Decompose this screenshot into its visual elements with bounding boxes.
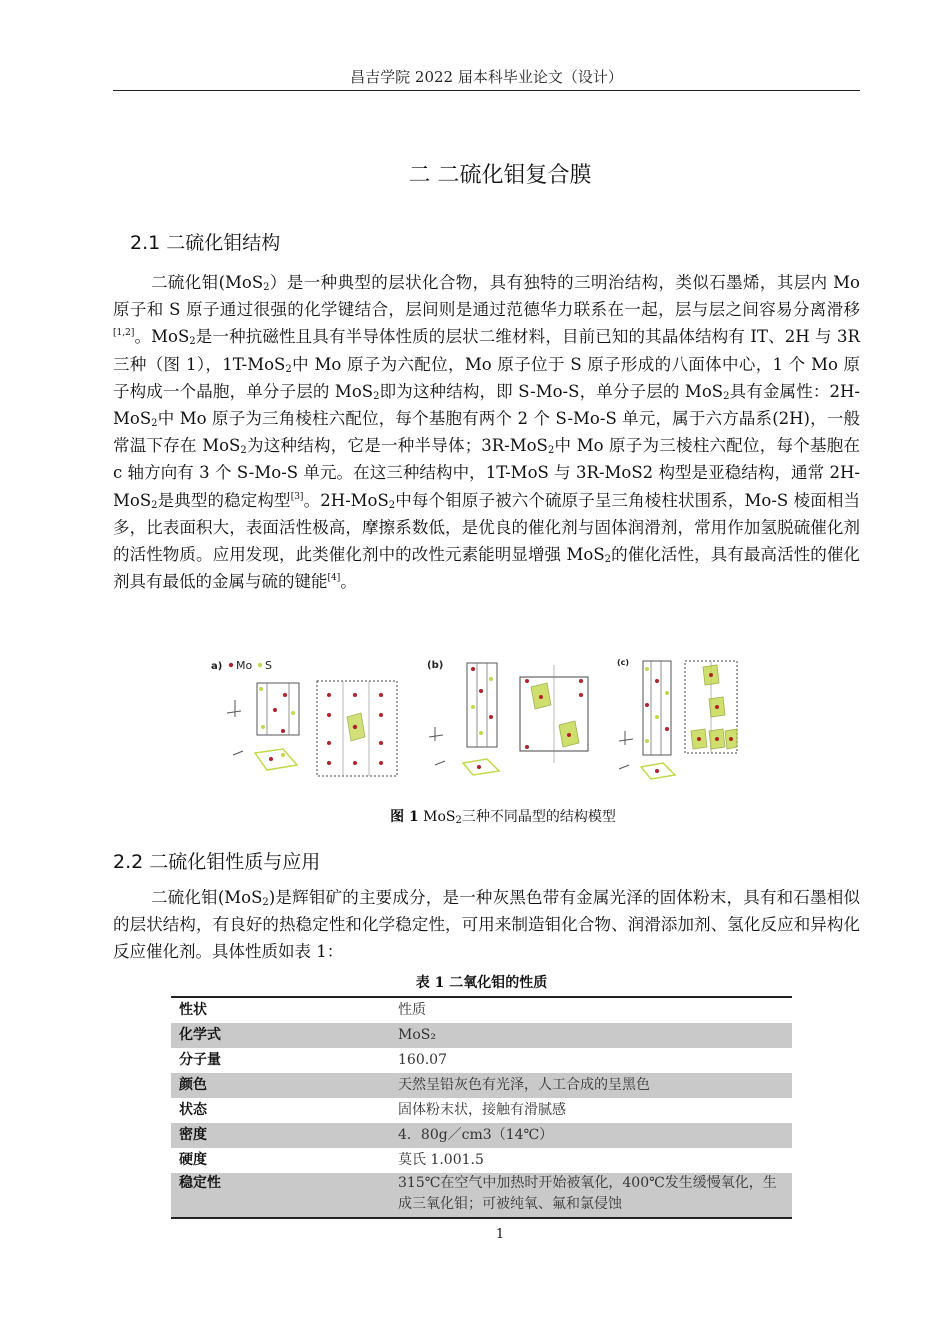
chapter-title: 二 二硫化钼复合膜	[408, 163, 592, 188]
table-row	[171, 1148, 792, 1173]
section-title-2-2: 2.2 二硫化钼性质与应用	[113, 851, 321, 873]
property-value: 天然呈铅灰色有光泽，人工合成的呈黑色	[390, 1073, 792, 1098]
property-name: 密度	[171, 1123, 390, 1148]
property-value: 315℃在空气中加热时开始被氧化，400℃发生缓慢氧化，生成三氧化钼；可被纯氧、氟和氯侵蚀	[390, 1173, 792, 1218]
property-value: 160.07	[398, 1052, 447, 1068]
panel-b-label: (b)	[427, 660, 444, 671]
table-row	[171, 997, 792, 1023]
legend-s-dot	[258, 663, 262, 667]
panel-a-label: a)	[211, 661, 223, 672]
property-value: 固体粉末状，接触有滑腻感	[398, 1102, 566, 1118]
property-value: 4．80g／cm3（14℃）	[390, 1123, 792, 1148]
property-name: 状态	[179, 1102, 207, 1118]
property-name: 分子量	[179, 1052, 221, 1068]
table-row	[171, 1098, 792, 1123]
property-name: 颜色	[171, 1073, 390, 1098]
header-rule	[113, 90, 860, 91]
property-value: 性质	[390, 997, 792, 1023]
citation: [1,2]	[113, 328, 135, 339]
property-name: 稳定性	[171, 1173, 390, 1218]
property-value: 莫氏 1.001.5	[398, 1152, 484, 1168]
figure-caption: 图 1 MoS$_2$三种不同晶型的结构模型	[390, 809, 616, 826]
section-2-2-paragraph: 二硫化钼(MoS$_2$)是辉钼矿的主要成分，是一种灰黑色带有金属光泽的固体粉末，具有和石墨相似的层状结构，有良好的热稳定性和化学稳定性，可用来制造钼化合物、润滑添加剂、氢化反应和异构化反应催化剂。具体性质如表 1：	[113, 888, 860, 962]
panel-c-label: (c)	[617, 658, 630, 667]
base-plane	[255, 749, 297, 770]
property-name: 性状	[171, 997, 390, 1023]
page-number: 1	[495, 1227, 505, 1242]
citation: [3]	[290, 491, 304, 502]
running-header: 昌吉学院 2022 届本科毕业论文（设计）	[350, 68, 623, 86]
table-row	[171, 1023, 792, 1048]
table-row	[171, 1123, 792, 1148]
panel-b	[427, 660, 588, 775]
figure-crystal-structures	[205, 655, 750, 783]
property-value: MoS₂	[390, 1023, 792, 1048]
legend-s-label: S	[265, 659, 272, 672]
panel-c	[617, 658, 737, 779]
properties-table	[171, 996, 792, 1219]
citation: [4]	[327, 573, 341, 584]
property-name: 化学式	[171, 1023, 390, 1048]
section-2-1-paragraph: 二硫化钼(MoS$_2$）是一种典型的层状化合物，具有独特的三明治结构，类似石墨烯，其层内 Mo 原子和 S 原子通过很强的化学键结合，层间则是通过范德华力联系在一起，层与层之间容易分离滑移[1,2]。MoS$_2$是一种抗磁性且具有半导体性质的层状二维材料，目前已知的其晶体结构有 IT、2H 与 3R 三种（图 1），1T-MoS$_2$中 Mo 原子为六配位，Mo 原子位于 S 原子形成的八面体中心，1 个 Mo 原子构成一个晶胞，单分子层的 MoS$_2$即为这种结构，即 S-Mo-S，单分子层的 MoS$_2$具有金属性：2H-MoS$_2$中 Mo 原子为三角棱柱六配位，每个基胞有两个 2 个 S-Mo-S 单元，属于六方晶系(2H)，一般常温下存在 MoS$_2$为这种结构，它是一种半导体；3R-MoS$_2$中 Mo 原子为三棱柱六配位，每个基胞在 c 轴方向有 3 个 S-Mo-S 单元。在这三种结构中，1T-MoS 与 3R-MoS2 构型是亚稳结构，通常 2H-MoS$_2$是典型的稳定构型[3]。2H-MoS$_2$中每个钼原子被六个硫原子呈三角棱柱状围系，Mo-S 棱面相当多，比表面积大，表面活性极高，摩擦系数低，是优良的催化剂与固体润滑剂，常用作加氢脱硫催化剂的活性物质。应用发现，此类催化剂中的改性元素能明显增强 MoS$_2$的催化活性，具有最高活性的催化剂具有最低的金属与硫的键能[4]。	[113, 273, 861, 592]
legend-mo-dot	[229, 663, 233, 667]
section-title-2-1: 2.1 二硫化钼结构	[130, 232, 281, 254]
legend-mo-label: Mo	[236, 659, 253, 672]
table-caption: 表 1 二氧化钼的性质	[415, 975, 548, 991]
table-row	[171, 1048, 792, 1073]
property-name: 硬度	[179, 1152, 207, 1168]
table-row	[171, 1173, 792, 1218]
table-row	[171, 1073, 792, 1098]
panel-a	[211, 659, 397, 776]
